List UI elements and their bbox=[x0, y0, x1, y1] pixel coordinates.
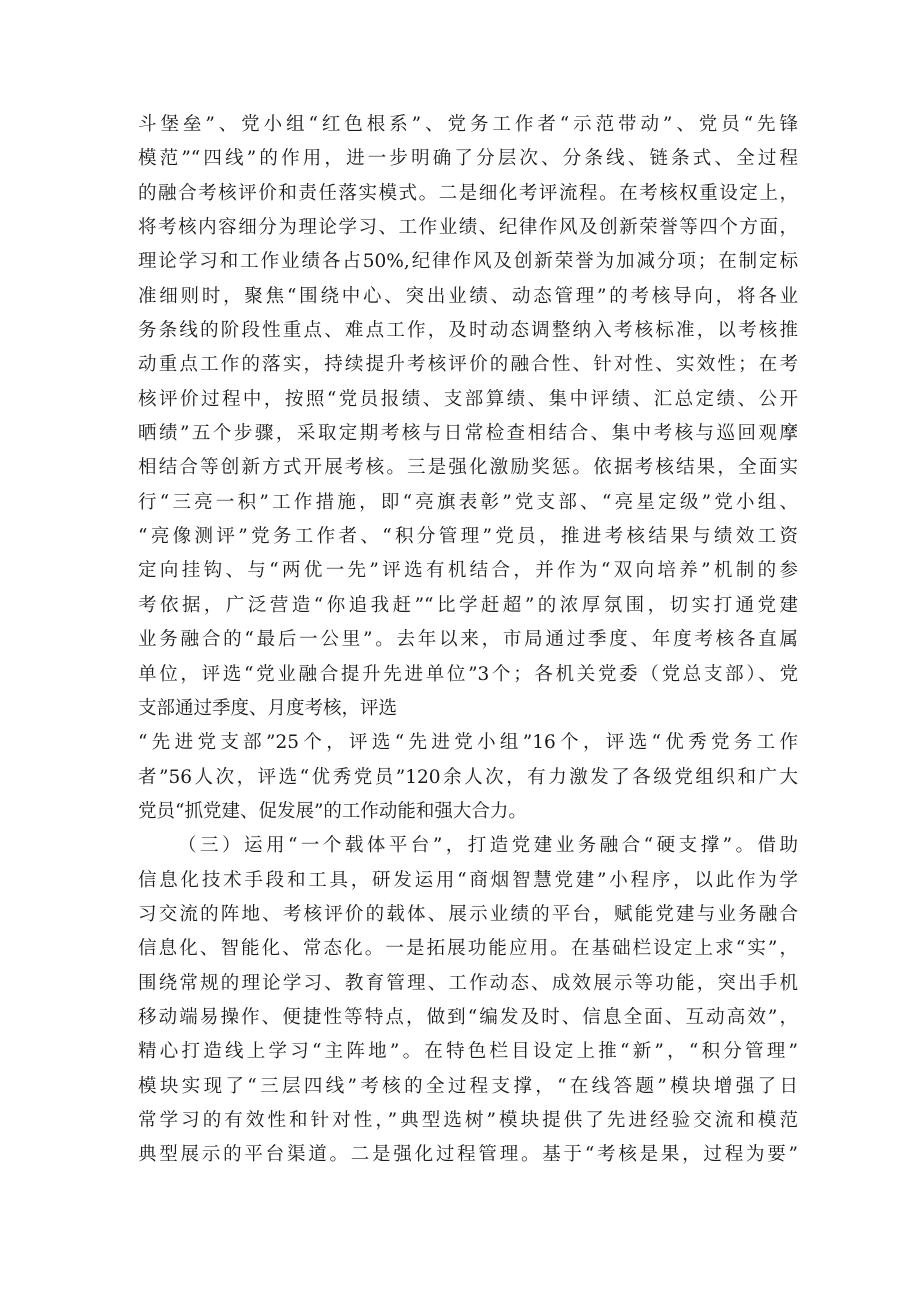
text-line: 典型展示的平台渠道。二是强化过程管理。基于“考核是果，过程为要” bbox=[138, 1144, 798, 1166]
text-line: 信息化技术手段和工具，研发运用“商烟智慧党建”小程序，以此作为学 bbox=[138, 869, 798, 891]
text-line: 务条线的阶段性重点、难点工作，及时动态调整纳入考核标准，以考核推 bbox=[138, 320, 798, 342]
text-line: 晒绩”五个步骤，采取定期考核与日常检查相结合、集中考核与巡回观摩 bbox=[138, 423, 798, 445]
text-line: 模范”“四线”的作用，进一步明确了分层次、分条线、链条式、全过程 bbox=[138, 148, 798, 170]
text-line: 围绕常规的理论学习、教育管理、工作动态、成效展示等功能，突出手机 bbox=[138, 972, 798, 994]
text-line: 考依据，广泛营造“你追我赶”“比学赶超”的浓厚氛围，切实打通党建 bbox=[138, 594, 798, 616]
text-line: 精心打造线上学习“主阵地”。在特色栏目设定上推“新”，“积分管理” bbox=[138, 1041, 798, 1063]
text-line: 的融合考核评价和责任落实模式。二是细化考评流程。在考核权重设定上， bbox=[138, 182, 798, 204]
text-line: 斗堡垒”、党小组“红色根系”、党务工作者“示范带动”、党员“先锋 bbox=[138, 114, 798, 135]
text-line: 准细则时，聚焦“围绕中心、突出业绩、动态管理”的考核导向，将各业 bbox=[138, 285, 798, 307]
text-line: 支部通过季度、月度考核，评选 bbox=[138, 697, 398, 719]
text-line: 党员“抓党建、促发展”的工作动能和强大合力。 bbox=[138, 800, 527, 822]
body-text bbox=[138, 108, 798, 1173]
text-line: 相结合等创新方式开展考核。三是强化激励奖惩。依据考核结果，全面实 bbox=[138, 457, 798, 479]
text-line: 理论学习和工作业绩各占50%,纪律作风及创新荣誉为加减分项；在制定标 bbox=[138, 251, 798, 273]
text-line: 移动端易操作、便捷性等特点，做到“编发及时、信息全面、互动高效”， bbox=[138, 1006, 798, 1028]
text-line: “先进党支部”25个，评选“先进党小组”16个，评选“优秀党务工作 bbox=[138, 732, 798, 754]
text-line: 模块实现了“三层四线”考核的全过程支撑，“在线答题”模块增强了日 bbox=[138, 1075, 798, 1097]
text-line: 核评价过程中，按照“党员报绩、支部算绩、集中评绩、汇总定绩、公开 bbox=[138, 388, 798, 410]
text-line: 业务融合的“最后一公里”。去年以来，市局通过季度、年度考核各直属 bbox=[138, 629, 798, 651]
text-line: 者”56人次，评选“优秀党员”120余人次，有力激发了各级党组织和广大 bbox=[138, 766, 798, 788]
text-line: 单位，评选“党业融合提升先进单位”3个；各机关党委（党总支部）、党 bbox=[138, 663, 798, 685]
text-line: “亮像测评”党务工作者、“积分管理”党员，推进考核结果与绩效工资 bbox=[138, 526, 798, 548]
text-line: 习交流的阵地、考核评价的载体、展示业绩的平台，赋能党建与业务融合 bbox=[138, 903, 798, 925]
section-heading-line: （三）运用“一个载体平台”，打造党建业务融合“硬支撑”。借助 bbox=[178, 835, 798, 857]
text-line: 行“三亮一积”工作措施，即“亮旗表彰”党支部、“亮星定级”党小组、 bbox=[138, 491, 798, 513]
text-line: 信息化、智能化、常态化。一是拓展功能应用。在基础栏设定上求“实”， bbox=[138, 938, 798, 960]
text-line: 定向挂钩、与“两优一先”评选有机结合，并作为“双向培养”机制的参 bbox=[138, 560, 798, 582]
text-line: 常学习的有效性和针对性，”典型选树”模块提供了先进经验交流和模范 bbox=[138, 1109, 798, 1131]
text-line: 动重点工作的落实，持续提升考核评价的融合性、针对性、实效性；在考 bbox=[138, 354, 798, 376]
text-line: 将考核内容细分为理论学习、工作业绩、纪律作风及创新荣誉等四个方面， bbox=[138, 217, 798, 239]
